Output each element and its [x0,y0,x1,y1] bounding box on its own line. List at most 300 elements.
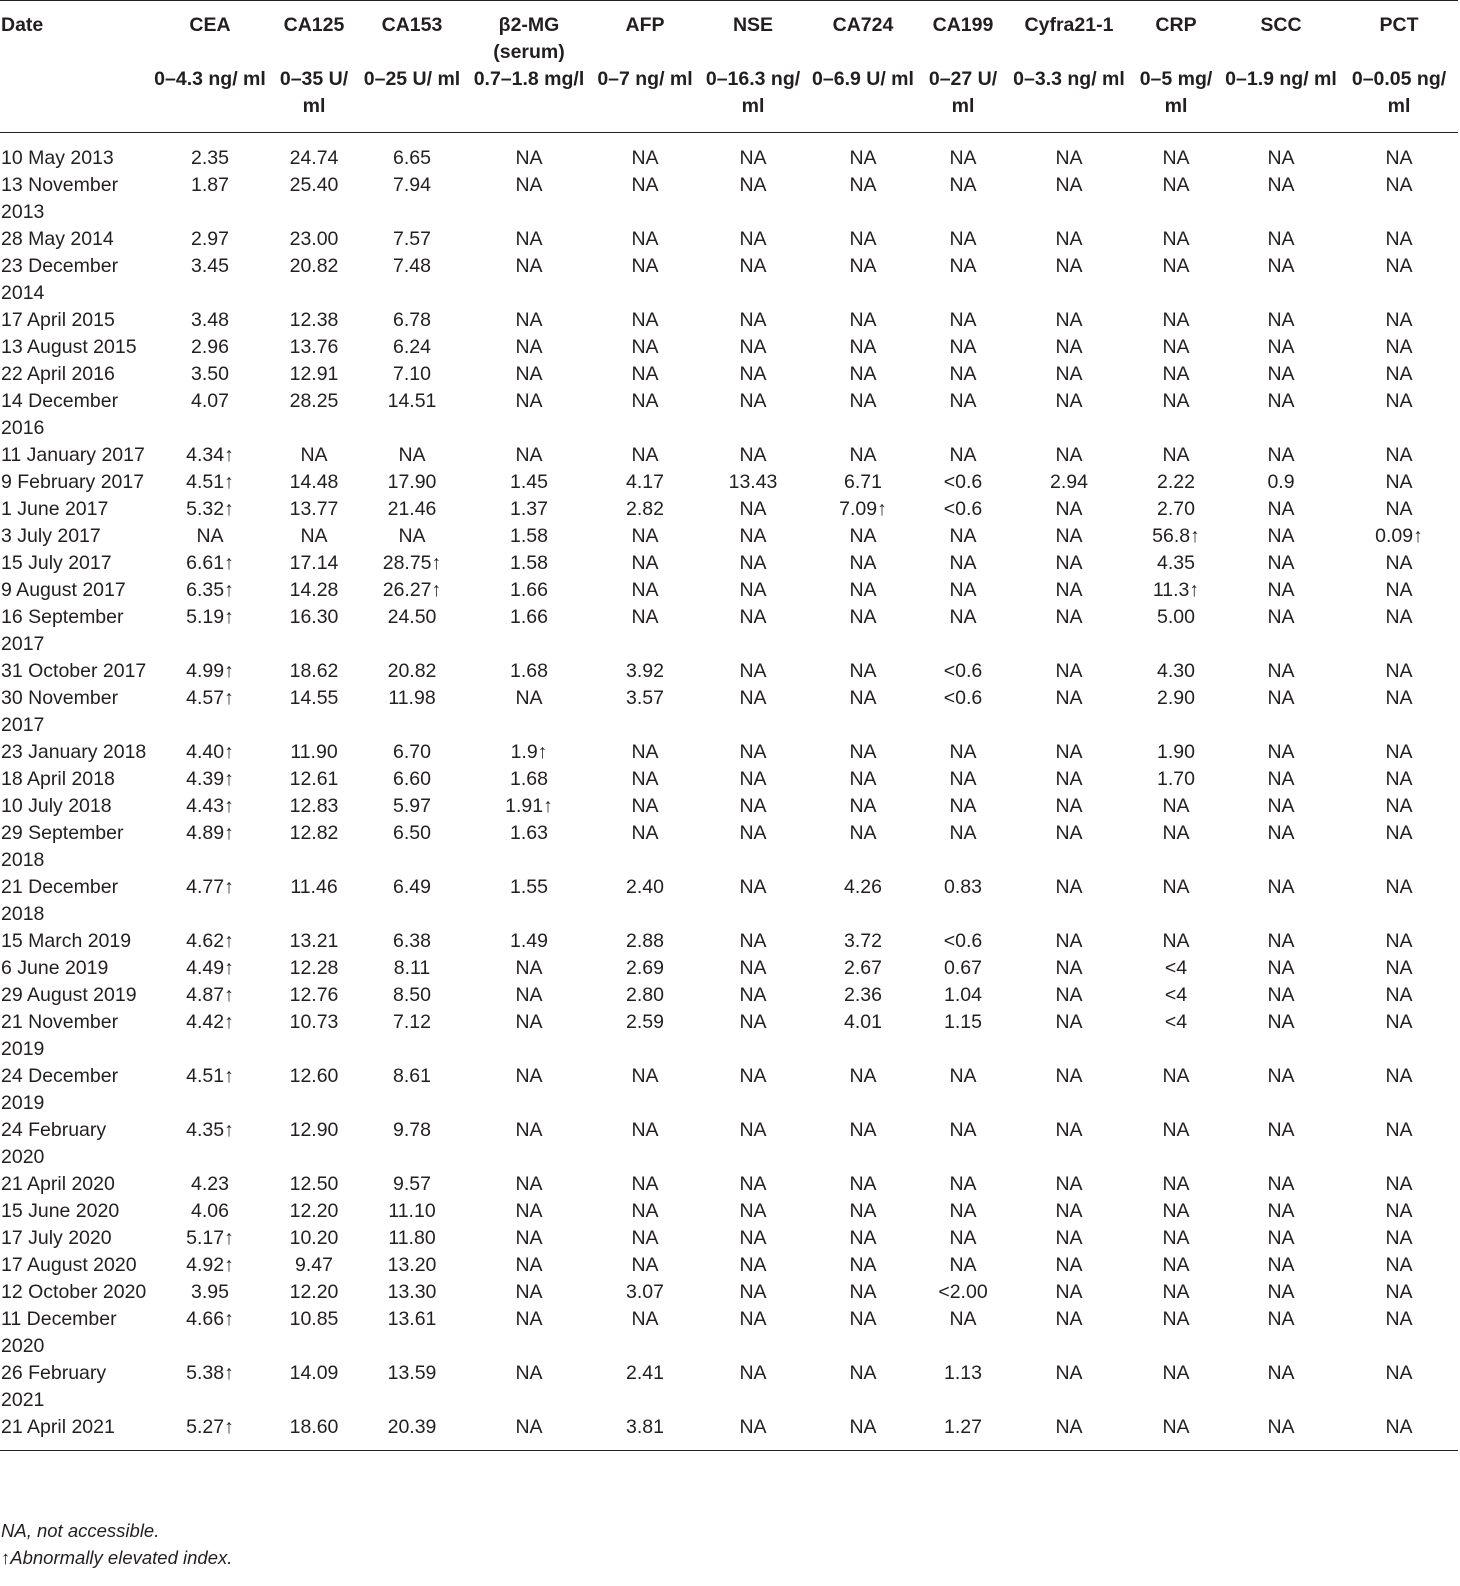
value-cell-afp: NA [631,1173,659,1195]
value-cell-crp: NA [1130,1414,1222,1451]
value-cell-ca153: 11.98 [388,687,436,709]
value-cell-ca153: 7.57 [393,228,431,250]
table-row [0,577,1458,604]
table-row [0,793,1458,820]
date-cell: 9 August 2017 [1,579,126,601]
value-cell-b2mg: 1.66 [510,579,548,601]
value-cell-ca153: 11.80 [388,1227,436,1249]
table-row [0,550,1458,577]
value-cell-b2mg: NA [515,1200,543,1222]
value-cell-scc: NA [1267,1065,1295,1087]
table-row [0,1414,1458,1451]
reference-range: 0–7 ng/ ml [597,68,693,90]
value-cell-pct: NA [1385,444,1413,466]
value-cell-cea: 4.89↑ [186,822,234,844]
value-cell-ca199: NA [949,1065,977,1087]
value-cell-scc: NA [1267,876,1295,898]
value-cell-afp: NA [631,1119,659,1141]
value-cell-cea: 2.97 [191,228,229,250]
value-cell-cyfra: NA [1055,336,1083,358]
value-cell-b2mg: NA [515,984,543,1006]
date-cell: 11 December 2020 [1,1308,117,1357]
value-cell-cyfra: NA [1055,147,1083,169]
value-cell-nse: NA [739,822,767,844]
value-cell-ca199: NA [949,1173,977,1195]
value-cell-cyfra: NA [1055,984,1083,1006]
value-cell-pct: NA [1385,1308,1413,1330]
value-cell-ca125: 23.00 [289,228,339,250]
value-cell-cyfra: NA [1055,1362,1083,1384]
value-cell-cyfra: NA [1055,390,1083,412]
value-cell-cea: 5.19↑ [186,606,234,628]
column-header-ca724 [808,1,918,133]
column-header-b2mg [466,1,592,133]
reference-range: 0–6.9 U/ ml [812,68,914,90]
value-cell-scc: NA [1267,390,1295,412]
value-cell-crp: <4 [1164,957,1188,979]
value-cell-cyfra: 2.94 [1050,471,1088,493]
value-cell-pct: NA [1385,1119,1413,1141]
value-cell-crp: NA [1162,1173,1190,1195]
value-cell-nse: NA [739,444,767,466]
value-cell-cyfra: NA [1055,525,1083,547]
value-cell-cea: 4.92↑ [186,1254,234,1276]
value-cell-ca724: 2.67 [844,957,882,979]
value-cell-pct: NA [1385,741,1413,763]
value-cell-nse: NA [739,363,767,385]
value-cell-afp: NA [631,525,659,547]
value-cell-pct: NA [1385,336,1413,358]
value-cell-b2mg: NA [515,255,543,277]
value-cell-nse: NA [739,1173,767,1195]
value-cell-crp: NA [1162,795,1190,817]
value-cell-scc: NA [1267,255,1295,277]
value-cell-b2mg: 1.37 [510,498,548,520]
value-cell-cea: 4.40↑ [186,741,234,763]
value-cell-b2mg: 1.58 [510,552,548,574]
date-cell: 10 May 2013 [1,147,114,169]
value-cell-scc: NA [1267,1254,1295,1276]
column-header-ca125 [270,1,358,133]
value-cell-afp: 3.81 [592,1414,698,1451]
value-cell-crp: NA [1162,1200,1190,1222]
value-cell-scc: NA [1267,768,1295,790]
value-cell-nse: NA [739,309,767,331]
value-cell-pct: NA [1385,363,1413,385]
value-cell-ca125: NA [300,525,328,547]
value-cell-cyfra: NA [1055,552,1083,574]
value-cell-afp: 2.88 [626,930,664,952]
value-cell-afp: 2.80 [626,984,664,1006]
value-cell-cea: 3.50 [191,363,229,385]
value-cell-pct: NA [1385,606,1413,628]
value-cell-ca153: 6.49 [393,876,431,898]
value-cell-ca125: 12.91 [289,363,339,385]
value-cell-ca153: 11.10 [388,1200,436,1222]
value-cell-ca724: NA [849,768,877,790]
column-header-cea [150,1,270,133]
value-cell-ca199: <0.6 [943,471,983,493]
value-cell-nse: NA [739,525,767,547]
value-cell-b2mg: NA [515,687,543,709]
value-cell-cea: 3.45 [191,255,229,277]
date-cell: 9 February 2017 [1,471,145,493]
value-cell-ca153: 24.50 [387,606,437,628]
value-cell-b2mg: NA [515,1362,543,1384]
value-cell-nse: NA [698,1414,808,1451]
value-cell-ca199: NA [949,363,977,385]
value-cell-cyfra: NA [1055,309,1083,331]
value-cell-ca125: 12.61 [289,768,339,790]
value-cell-scc: NA [1267,1011,1295,1033]
column-name: CEA [189,14,231,36]
value-cell-nse: NA [739,1011,767,1033]
value-cell-ca199: NA [949,1119,977,1141]
value-cell-cea: 4.77↑ [186,876,234,898]
value-cell-b2mg: 1.49 [510,930,548,952]
value-cell-ca125: 11.46 [290,876,338,898]
value-cell-ca724: 6.71 [844,471,882,493]
value-cell-ca153: 6.78 [393,309,431,331]
value-cell-ca125: 12.28 [289,957,339,979]
value-cell-cea: 6.61↑ [186,552,234,574]
value-cell-ca724: NA [849,1254,877,1276]
column-header-scc [1222,1,1340,133]
value-cell-nse: NA [739,336,767,358]
value-cell-ca199: <0.6 [943,660,983,682]
value-cell-crp: NA [1162,336,1190,358]
value-cell-nse: NA [739,930,767,952]
value-cell-crp: 2.90 [1157,687,1195,709]
table-row [0,739,1458,766]
table-row [0,874,1458,928]
value-cell-nse: NA [739,687,767,709]
date-cell: 28 May 2014 [1,228,114,250]
value-cell-ca724: NA [808,1414,918,1451]
value-cell-nse: NA [739,606,767,628]
value-cell-pct: NA [1385,822,1413,844]
value-cell-afp: NA [631,579,659,601]
value-cell-b2mg: NA [515,1173,543,1195]
value-cell-ca724: NA [849,444,877,466]
value-cell-ca724: NA [849,1227,877,1249]
date-cell: 16 September 2017 [1,606,124,655]
value-cell-scc: NA [1267,1362,1295,1384]
value-cell-ca724: NA [849,660,877,682]
value-cell-pct: NA [1385,687,1413,709]
date-cell: 23 December 2014 [1,255,119,304]
value-cell-cyfra: NA [1055,498,1083,520]
table-row [0,133,1458,173]
value-cell-cyfra: NA [1055,606,1083,628]
reference-range: 0–0.05 ng/ ml [1351,68,1447,117]
value-cell-cea: 5.38↑ [186,1362,234,1384]
value-cell-ca199: 1.13 [944,1362,982,1384]
value-cell-afp: NA [631,444,659,466]
value-cell-nse: NA [739,174,767,196]
value-cell-ca199: NA [949,444,977,466]
value-cell-cyfra: NA [1055,1254,1083,1276]
value-cell-ca125: 12.50 [289,1173,339,1195]
table-footnotes [1,1517,232,1571]
table-row [0,388,1458,442]
value-cell-crp: 2.70 [1157,498,1195,520]
value-cell-ca199: <0.6 [943,930,983,952]
column-header-date [0,1,150,133]
value-cell-afp: NA [631,1308,659,1330]
value-cell-cea: 4.35↑ [186,1119,234,1141]
value-cell-ca724: 3.72 [844,930,882,952]
value-cell-ca199: 1.15 [944,1011,982,1033]
value-cell-scc: NA [1267,606,1295,628]
value-cell-crp: NA [1162,1119,1190,1141]
value-cell-afp: NA [631,1065,659,1087]
value-cell-ca153: 7.48 [393,255,431,277]
value-cell-pct: NA [1385,930,1413,952]
value-cell-pct: NA [1385,768,1413,790]
table-row [0,1252,1458,1279]
value-cell-nse: NA [739,147,767,169]
value-cell-ca724: NA [849,1065,877,1087]
value-cell-b2mg: NA [515,147,543,169]
value-cell-cyfra: NA [1055,1011,1083,1033]
value-cell-ca125: 13.76 [289,336,339,358]
value-cell-ca153: 6.24 [393,336,431,358]
table-row [0,1009,1458,1063]
value-cell-nse: NA [739,1281,767,1303]
value-cell-ca724: 4.01 [844,1011,882,1033]
value-cell-b2mg: NA [515,1065,543,1087]
value-cell-ca153: 13.61 [387,1308,437,1330]
value-cell-pct: NA [1385,1065,1413,1087]
value-cell-cyfra: NA [1055,1281,1083,1303]
value-cell-ca199: NA [949,525,977,547]
column-name: NSE [732,14,774,36]
footnote-na: NA, not accessible. [1,1520,160,1541]
date-cell: 15 July 2017 [1,552,112,574]
value-cell-ca724: NA [849,363,877,385]
value-cell-ca153: 13.59 [387,1362,437,1384]
value-cell-cyfra: NA [1008,1414,1130,1451]
value-cell-crp: NA [1162,174,1190,196]
value-cell-pct: NA [1385,309,1413,331]
value-cell-nse: NA [739,498,767,520]
table-row [0,1198,1458,1225]
value-cell-ca125: 10.73 [289,1011,339,1033]
value-cell-cea: 5.32↑ [186,498,234,520]
value-cell-b2mg: NA [466,1414,592,1451]
value-cell-b2mg: NA [515,174,543,196]
reference-range: 0–25 U/ ml [363,68,461,90]
value-cell-pct: NA [1385,660,1413,682]
column-header-afp [592,1,698,133]
value-cell-ca125: 12.20 [289,1281,339,1303]
value-cell-ca199: NA [949,741,977,763]
value-cell-pct: 0.09↑ [1375,525,1423,547]
table-row [0,361,1458,388]
value-cell-b2mg: 1.68 [510,768,548,790]
value-cell-cea: NA [196,525,224,547]
value-cell-ca199: NA [949,1308,977,1330]
value-cell-crp: NA [1162,228,1190,250]
value-cell-cea: 4.66↑ [186,1308,234,1330]
table-row [0,820,1458,874]
value-cell-ca153: 7.10 [393,363,431,385]
value-cell-pct: NA [1340,1414,1458,1451]
value-cell-ca125: 13.21 [289,930,339,952]
value-cell-b2mg: NA [515,363,543,385]
value-cell-afp: 3.57 [626,687,664,709]
value-cell-scc: NA [1267,795,1295,817]
value-cell-afp: NA [631,390,659,412]
value-cell-afp: 2.69 [626,957,664,979]
value-cell-ca125: 12.83 [289,795,339,817]
column-header-ca153 [358,1,466,133]
value-cell-pct: NA [1385,876,1413,898]
value-cell-b2mg: NA [515,1308,543,1330]
table-row [0,982,1458,1009]
value-cell-crp: 4.35 [1157,552,1195,574]
table-header [0,1,1458,133]
value-cell-ca724: NA [849,687,877,709]
value-cell-ca724: NA [849,174,877,196]
value-cell-crp: NA [1162,930,1190,952]
date-cell: 24 February 2020 [1,1119,107,1168]
value-cell-ca199: NA [949,390,977,412]
column-name: β2-MG [498,14,560,36]
value-cell-pct: NA [1385,1254,1413,1276]
value-cell-nse: NA [739,876,767,898]
value-cell-ca724: NA [849,228,877,250]
value-cell-afp: NA [631,147,659,169]
value-cell-afp: NA [631,255,659,277]
value-cell-cyfra: NA [1055,768,1083,790]
value-cell-scc: NA [1267,741,1295,763]
table-row [0,1171,1458,1198]
value-cell-cea: 1.87 [191,174,229,196]
value-cell-cyfra: NA [1055,255,1083,277]
value-cell-ca125: 12.20 [289,1200,339,1222]
value-cell-b2mg: NA [515,228,543,250]
column-name: AFP [625,14,665,36]
value-cell-afp: NA [631,309,659,331]
value-cell-ca153: 8.11 [393,957,431,979]
value-cell-afp: 2.40 [626,876,664,898]
value-cell-ca199: 0.83 [944,876,982,898]
value-cell-afp: NA [631,552,659,574]
value-cell-nse: NA [739,1119,767,1141]
value-cell-ca125: 10.20 [289,1227,339,1249]
table-row [0,928,1458,955]
table-row [0,442,1458,469]
value-cell-afp: 3.07 [626,1281,664,1303]
column-subname: (serum) [493,41,565,63]
column-name: Cyfra21-1 [1024,14,1114,36]
date-cell: 10 July 2018 [1,795,112,817]
value-cell-ca125: 12.82 [289,822,339,844]
value-cell-scc: NA [1267,174,1295,196]
value-cell-ca199: NA [949,147,977,169]
table-row [0,1306,1458,1360]
value-cell-scc: 0.9 [1267,471,1295,493]
footnote-arrow: ↑Abnormally elevated index. [1,1547,233,1568]
value-cell-b2mg: NA [515,444,543,466]
value-cell-scc: NA [1267,687,1295,709]
value-cell-nse: NA [739,1200,767,1222]
value-cell-scc: NA [1267,984,1295,1006]
value-cell-crp: NA [1162,822,1190,844]
value-cell-crp: NA [1162,1362,1190,1384]
value-cell-b2mg: 1.66 [510,606,548,628]
table-row [0,766,1458,793]
value-cell-ca724: NA [849,390,877,412]
value-cell-ca724: NA [849,1281,877,1303]
value-cell-cyfra: NA [1055,930,1083,952]
value-cell-scc: NA [1267,822,1295,844]
value-cell-cea: 5.27↑ [150,1414,270,1451]
value-cell-cyfra: NA [1055,1200,1083,1222]
value-cell-crp: 1.90 [1157,741,1195,763]
value-cell-b2mg: NA [515,390,543,412]
value-cell-ca125: 18.60 [270,1414,358,1451]
value-cell-ca125: 12.76 [289,984,339,1006]
value-cell-b2mg: 1.55 [510,876,548,898]
value-cell-afp: NA [631,1254,659,1276]
value-cell-cyfra: NA [1055,579,1083,601]
value-cell-cea: 4.42↑ [186,1011,234,1033]
value-cell-ca153: 6.70 [393,741,431,763]
value-cell-scc: NA [1222,1414,1340,1451]
reference-range: 0–5 mg/ ml [1139,68,1213,117]
value-cell-pct: NA [1385,255,1413,277]
value-cell-ca125: 14.48 [289,471,339,493]
value-cell-b2mg: 1.45 [510,471,548,493]
date-cell: 21 December 2018 [1,876,119,925]
table-row [0,685,1458,739]
date-cell: 22 April 2016 [1,363,115,385]
table-row [0,1279,1458,1306]
value-cell-ca199: NA [949,174,977,196]
date-cell: 17 August 2020 [1,1254,137,1276]
value-cell-afp: NA [631,336,659,358]
column-header-pct [1340,1,1458,133]
date-cell: 24 December 2019 [1,1065,119,1114]
value-cell-crp: NA [1162,1065,1190,1087]
value-cell-nse: NA [739,1065,767,1087]
value-cell-ca153: 28.75↑ [382,552,442,574]
value-cell-b2mg: 1.68 [510,660,548,682]
value-cell-cea: 4.99↑ [186,660,234,682]
value-cell-cyfra: NA [1055,228,1083,250]
date-cell: 21 November 2019 [1,1011,119,1060]
date-cell: 15 March 2019 [1,930,132,952]
value-cell-nse: NA [739,957,767,979]
value-cell-pct: NA [1385,1362,1413,1384]
value-cell-scc: NA [1267,444,1295,466]
value-cell-crp: NA [1162,255,1190,277]
value-cell-pct: NA [1385,1011,1413,1033]
value-cell-afp: NA [631,363,659,385]
value-cell-ca153: 6.60 [393,768,431,790]
value-cell-cyfra: NA [1055,1227,1083,1249]
date-cell: 31 October 2017 [1,660,147,682]
date-cell: 21 April 2021 [0,1414,150,1451]
column-header-cyfra [1008,1,1130,133]
value-cell-cea: 3.48 [191,309,229,331]
date-cell: 23 January 2018 [1,741,147,763]
value-cell-b2mg: NA [515,1227,543,1249]
value-cell-nse: NA [739,579,767,601]
